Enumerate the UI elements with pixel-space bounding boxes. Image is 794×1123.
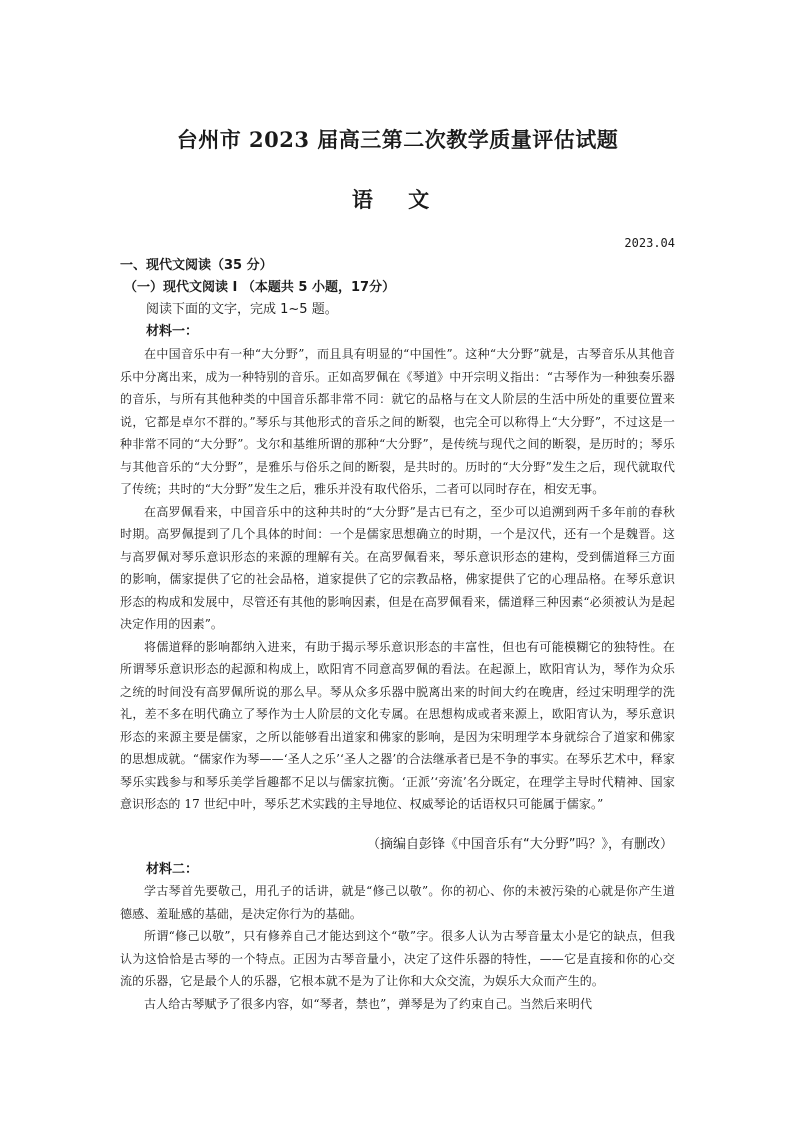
material-two-body — [120, 880, 675, 1015]
source-citation: （摘编自彭锋《中国音乐有“大分野”吗？》，有删改） — [367, 837, 673, 852]
paragraph: 在中国音乐中有一种“大分野”，而且具有明显的“中国性”。这种“大分野”就是，古琴音乐从其他音乐中分离出来，成为一种特别的音乐。正如高罗佩在《琴道》中开宗明义指出：“古琴作为一种独奏乐器的音乐，与所有其他种类的中国音乐都非常不同：就它的品格与在文人阶层的生活中所处的重要位置来说，它都是卓尔不群的。”琴乐与其他形式的音乐之间的断裂，也完全可以称得上“大分野”，不过这是一种非常不同的“大分野”。戈尔和基维所谓的那种“大分野”，是传统与现代之间的断裂，是历时的；琴乐与其他音乐的“大分野”，是雅乐与俗乐之间的断裂，是共时的。历时的“大分野”发生之后，现代就取代了传统；共时的“大分野”发生之后，雅乐并没有取代俗乐，二者可以同时存在，相安无事。 — [120, 347, 675, 496]
subject-heading: 语 文 — [351, 187, 444, 212]
section-heading: 一、现代文阅读（35 分） — [120, 258, 273, 273]
material-one-label: 材料一： — [146, 324, 199, 339]
material-two-label: 材料二： — [146, 862, 199, 877]
exam-date: 2023.04 — [624, 236, 675, 250]
paragraph: 所谓“修己以敬”，只有修养自己才能达到这个“敬”字。很多人认为古琴音量太小是它的缺点，但我认为这恰恰是古琴的一个特点。正因为古琴音量小，决定了这件乐器的特性，——它是直接和你的心交流的乐器，它是最个人的乐器，它根本就不是为了让你和大众交流，为娱乐大众而产生的。 — [120, 929, 675, 988]
paragraph: 将儒道释的影响都纳入进来，有助于揭示琴乐意识形态的丰富性，但也有可能模糊它的独特性。在所谓琴乐意识形态的起源和构成上，欧阳宵不同意高罗佩的看法。在起源上，欧阳宵认为，琴作为众乐之统的时间没有高罗佩所说的那么早。琴从众多乐器中脱离出来的时间大约在晚唐，经过宋明理学的洗礼，差不多在明代确立了琴作为士人阶层的文化专属。在思想构成或者来源上，欧阳宵认为，琴乐意识形态的来源主要是儒家，之所以能够看出道家和佛家的影响，是因为宋明理学本身就综合了道家和佛家的思想成就。“儒家作为琴——‘圣人之乐’‘圣人之器’的合法继承者已是不争的事实。在琴乐艺术中，释家琴乐实践参与和琴乐美学旨趣都不足以与儒家抗衡。‘正派’‘旁流’名分既定，在理学主导时代精神、国家意识形态的 17 世纪中叶，琴乐艺术实践的主导地位、权威琴论的话语权只可能属于儒家。” — [120, 639, 675, 811]
reading-instruction: 阅读下面的文字，完成 1~5 题。 — [146, 302, 338, 317]
subsection-heading: （一）现代文阅读 I （本题共 5 小题，17分） — [124, 280, 396, 295]
paragraph: 古人给古琴赋予了很多内容，如“琴者，禁也”，弹琴是为了约束自己。当然后来明代 — [144, 996, 593, 1011]
exam-title: 台州市 2023 届高三第二次教学质量评估试题 — [176, 127, 619, 152]
material-one-body — [120, 343, 675, 816]
paragraph: 在高罗佩看来，中国音乐中的这种共时的“大分野”是古已有之，至少可以追溯到两千多年前的春秋时期。高罗佩提到了几个具体的时间：一个是儒家思想确立的时期，一个是汉代，还有一个是魏晋。这与高罗佩对琴乐意识形态的来源的理解有关。在高罗佩看来，琴乐意识形态的建构，受到儒道释三方面的影响，儒家提供了它的社会品格，道家提供了它的宗教品格，佛家提供了它的心理品格。在琴乐意识形态的构成和发展中，尽管还有其他的影响因素，但是在高罗佩看来，儒道释三种因素“必须被认为是起决定作用的因素”。 — [120, 504, 675, 631]
paragraph: 学古琴首先要敬己，用孔子的话讲，就是“修己以敬”。你的初心、你的未被污染的心就是你产生道德感、羞耻感的基础，是决定你行为的基础。 — [120, 884, 675, 921]
